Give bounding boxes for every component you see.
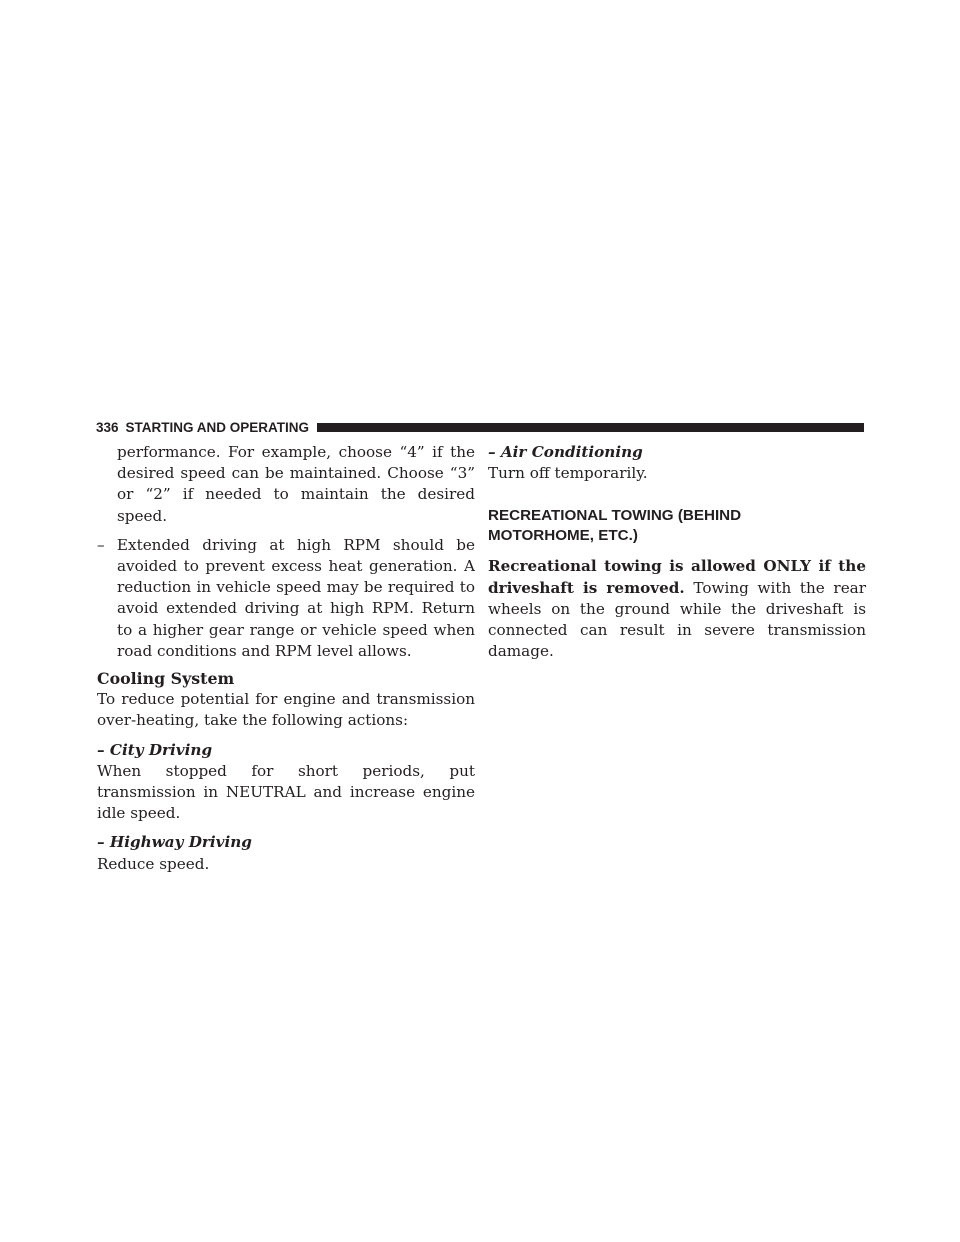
cooling-system-heading: Cooling System bbox=[97, 669, 235, 689]
right-column bbox=[488, 442, 866, 662]
section-title: STARTING AND OPERATING bbox=[125, 419, 310, 435]
left-column bbox=[97, 442, 475, 875]
page-header bbox=[96, 418, 864, 436]
city-driving-text: When stopped for short periods, put transmission in NEUTRAL and increase engine idle speed. bbox=[97, 761, 475, 823]
header-rule-bar bbox=[317, 423, 864, 432]
air-conditioning-label: – Air Conditioning bbox=[488, 443, 643, 461]
highway-driving-label: – Highway Driving bbox=[97, 833, 252, 852]
continued-paragraph: performance. For example, choose “4” if the desired speed can be maintained. Choose “3” or “2” if needed to maintain the desired speed. bbox=[117, 443, 475, 525]
air-conditioning-text: Turn off temporarily. bbox=[488, 464, 648, 483]
towing-warning-bold: Recreational towing is allowed ONLY if the driveshaft is removed. bbox=[488, 557, 866, 597]
page-number: 336 bbox=[96, 419, 119, 435]
highway-driving-text: Reduce speed. bbox=[97, 854, 210, 873]
cooling-intro-paragraph: To reduce potential for engine and transmission over-heating, take the following actions: bbox=[97, 690, 475, 730]
towing-heading-line2: MOTORHOME, ETC.) bbox=[488, 527, 638, 545]
recreational-towing-heading bbox=[488, 506, 866, 546]
city-driving-label: – City Driving bbox=[97, 740, 213, 759]
towing-paragraph-text: Towing with the rear wheels on the ground while the driveshaft is connected can result in severe transmission damage. bbox=[488, 578, 866, 661]
high-rpm-paragraph: – Extended driving at high RPM should be avoided to prevent excess heat generation. A reduction in vehicle speed may be required to avoid extended driving at high RPM. Return to a higher gear range or vehicle speed when road conditions and RPM level allows. bbox=[97, 535, 475, 660]
towing-heading-line1: RECREATIONAL TOWING (BEHIND bbox=[488, 507, 742, 525]
towing-paragraph bbox=[488, 556, 866, 662]
